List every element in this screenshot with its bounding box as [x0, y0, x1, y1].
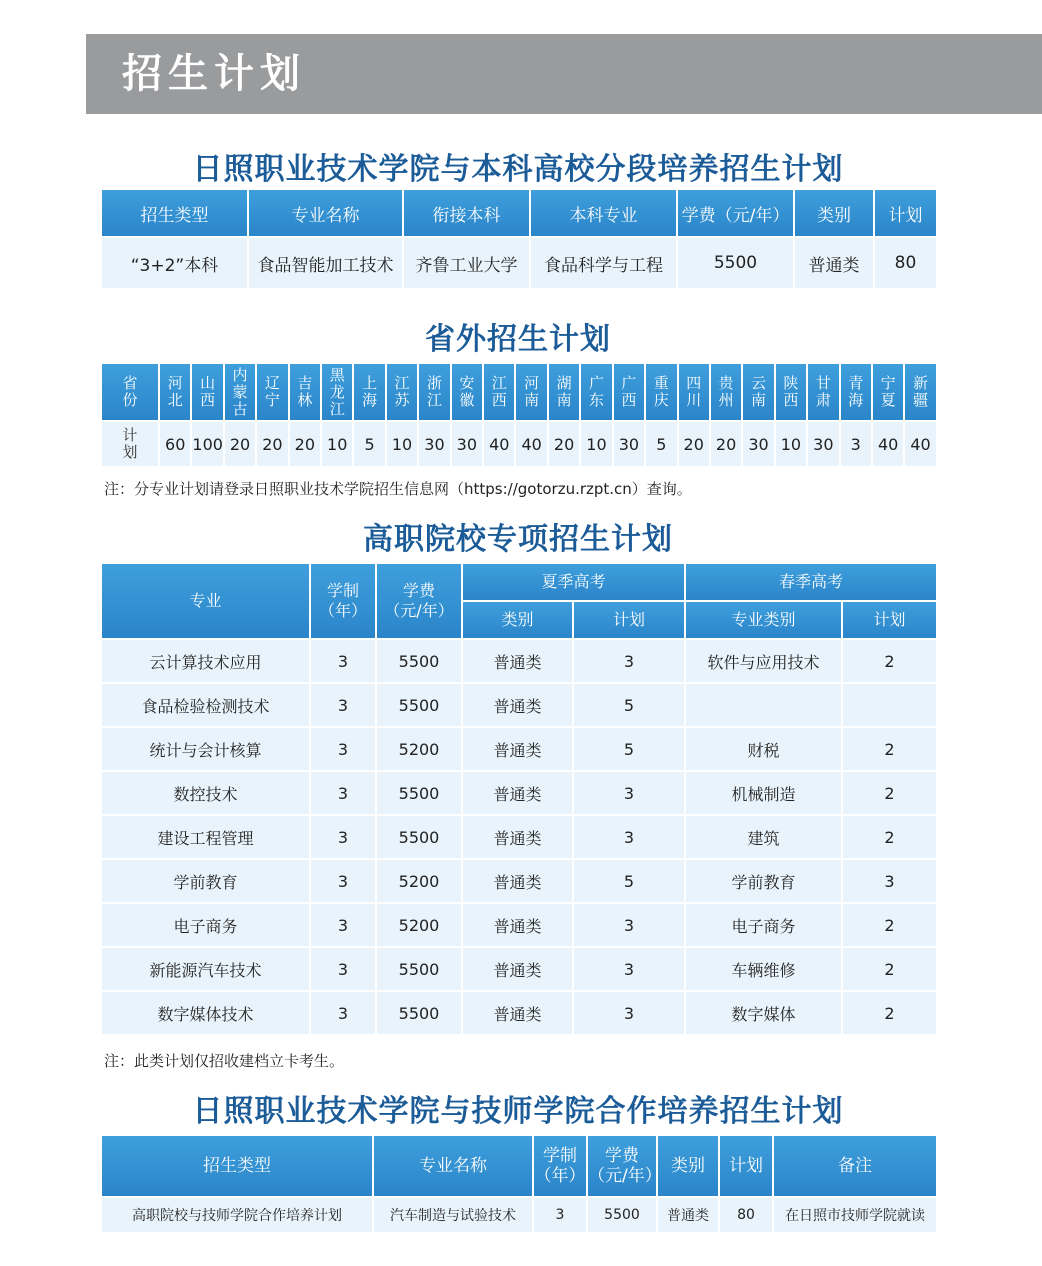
col-header: 招生类型 — [101, 189, 248, 237]
table-cell: 5500 — [376, 991, 462, 1035]
table-cell: 数控技术 — [101, 771, 310, 815]
province-header: 山 西 — [191, 363, 223, 421]
province-header: 河 北 — [159, 363, 191, 421]
table-cell: 3 — [573, 815, 685, 859]
table-cell: 2 — [842, 815, 937, 859]
table-cell: 普通类 — [462, 903, 573, 947]
province-header: 青 海 — [840, 363, 872, 421]
col-header-category: 类别 — [657, 1135, 719, 1197]
table-header-row — [101, 189, 937, 237]
col-header: 学费（元/年） — [677, 189, 794, 237]
table-cell: 普通类 — [657, 1197, 719, 1233]
province-header: 河 南 — [515, 363, 547, 421]
table-cell: 3 — [573, 903, 685, 947]
table-cell: 3 — [310, 859, 376, 903]
table-cell: 5200 — [376, 903, 462, 947]
table-cell: 2 — [842, 903, 937, 947]
table-cell: “3+2”本科 — [101, 237, 248, 289]
section1-title: 日照职业技术学院与本科高校分段培养招生计划 — [192, 152, 844, 187]
province-header-label: 省 份 — [101, 363, 159, 421]
table-row — [101, 727, 937, 771]
out-of-province-plan-table — [100, 362, 938, 468]
table-cell: 食品智能加工技术 — [248, 237, 403, 289]
table-cell: 电子商务 — [685, 903, 842, 947]
col-header-spring-plan: 计划 — [842, 601, 937, 639]
table-cell: 普通类 — [462, 727, 573, 771]
table-cell: 汽车制造与试验技术 — [373, 1197, 533, 1233]
province-header: 陕 西 — [775, 363, 807, 421]
plan-cell: 30 — [418, 421, 450, 467]
col-header-summer: 夏季高考 — [462, 563, 685, 601]
plan-cell: 3 — [840, 421, 872, 467]
table-cell: 2 — [842, 947, 937, 991]
section3-title: 高职院校专项招生计划 — [363, 522, 673, 557]
table-cell: 食品科学与工程 — [530, 237, 677, 289]
plan-cell: 10 — [321, 421, 353, 467]
table-cell: 建设工程管理 — [101, 815, 310, 859]
plan-row-label: 计 划 — [101, 421, 159, 467]
plan-cell: 30 — [807, 421, 839, 467]
table-cell: 3 — [310, 727, 376, 771]
province-header: 安 徽 — [451, 363, 483, 421]
table-cell: 5200 — [376, 727, 462, 771]
province-header: 浙 江 — [418, 363, 450, 421]
table-cell: 车辆维修 — [685, 947, 842, 991]
col-header: 类别 — [794, 189, 874, 237]
table-row — [101, 237, 937, 289]
special-plan-table — [100, 562, 938, 1036]
province-header: 江 苏 — [386, 363, 418, 421]
plan-cell: 10 — [580, 421, 612, 467]
col-header-major: 专业名称 — [373, 1135, 533, 1197]
table-row — [101, 903, 937, 947]
col-header: 本科专业 — [530, 189, 677, 237]
province-header: 云 南 — [742, 363, 774, 421]
table-row — [101, 947, 937, 991]
table-cell: 普通类 — [462, 947, 573, 991]
col-header-summer-plan: 计划 — [573, 601, 685, 639]
table-cell: 3 — [310, 771, 376, 815]
table-cell: 统计与会计核算 — [101, 727, 310, 771]
table-cell: 3 — [310, 639, 376, 683]
table-cell: 建筑 — [685, 815, 842, 859]
table-cell: 3 — [310, 815, 376, 859]
col-header-fee: 学费 （元/年） — [587, 1135, 657, 1197]
col-header-remark: 备注 — [773, 1135, 937, 1197]
table-cell: 2 — [842, 639, 937, 683]
province-header: 吉 林 — [289, 363, 321, 421]
table-row — [101, 815, 937, 859]
province-header: 上 海 — [353, 363, 385, 421]
col-header-major: 专业 — [101, 563, 310, 639]
table-row — [101, 683, 937, 727]
plan-cell: 40 — [515, 421, 547, 467]
table-cell: 机械制造 — [685, 771, 842, 815]
section3-note: 注：此类计划仅招收建档立卡考生。 — [104, 1052, 345, 1070]
plan-cell: 20 — [548, 421, 580, 467]
province-header: 江 西 — [483, 363, 515, 421]
plan-cell: 40 — [904, 421, 936, 467]
table-cell: 学前教育 — [685, 859, 842, 903]
col-header-spring-type: 专业类别 — [685, 601, 842, 639]
province-header: 宁 夏 — [872, 363, 904, 421]
plan-cell: 20 — [224, 421, 256, 467]
table-row — [101, 1197, 937, 1233]
table-cell: 3 — [310, 991, 376, 1035]
table-cell: 2 — [842, 727, 937, 771]
province-header: 湖 南 — [548, 363, 580, 421]
plan-cell: 40 — [483, 421, 515, 467]
plan-row — [101, 421, 937, 467]
table-cell: 3 — [573, 991, 685, 1035]
table-cell: 普通类 — [462, 815, 573, 859]
table-row — [101, 639, 937, 683]
table-cell: 普通类 — [462, 639, 573, 683]
table-cell: 食品检验检测技术 — [101, 683, 310, 727]
table-cell: 5500 — [376, 683, 462, 727]
province-header: 甘 肃 — [807, 363, 839, 421]
province-header: 新 疆 — [904, 363, 936, 421]
province-header: 重 庆 — [645, 363, 677, 421]
table-cell: 5 — [573, 683, 685, 727]
table-cell: 5500 — [677, 237, 794, 289]
banner-title: 招生计划 — [122, 51, 306, 97]
col-header-years: 学制 （年） — [533, 1135, 587, 1197]
plan-cell: 5 — [645, 421, 677, 467]
table-cell: 电子商务 — [101, 903, 310, 947]
province-header: 四 川 — [678, 363, 710, 421]
table-row — [101, 771, 937, 815]
table-cell: 云计算技术应用 — [101, 639, 310, 683]
plan-cell: 30 — [451, 421, 483, 467]
table-cell: 高职院校与技师学院合作培养计划 — [101, 1197, 373, 1233]
province-header: 黑 龙 江 — [321, 363, 353, 421]
table-cell: 普通类 — [462, 683, 573, 727]
plan-cell: 5 — [353, 421, 385, 467]
col-header-fee: 学费 （元/年） — [376, 563, 462, 639]
table-cell: 在日照市技师学院就读 — [773, 1197, 937, 1233]
table-cell: 2 — [842, 771, 937, 815]
table-cell — [842, 683, 937, 727]
table-cell: 3 — [573, 639, 685, 683]
table-cell: 5500 — [587, 1197, 657, 1233]
province-header: 贵 州 — [710, 363, 742, 421]
plan-cell: 30 — [613, 421, 645, 467]
table-cell: 5500 — [376, 771, 462, 815]
table-cell: 软件与应用技术 — [685, 639, 842, 683]
table-cell — [685, 683, 842, 727]
plan-cell: 60 — [159, 421, 191, 467]
plan-cell: 30 — [742, 421, 774, 467]
province-header: 广 东 — [580, 363, 612, 421]
table-cell: 80 — [874, 237, 937, 289]
table-cell: 普通类 — [462, 991, 573, 1035]
col-header-plan: 计划 — [719, 1135, 773, 1197]
plan-cell: 20 — [256, 421, 288, 467]
table-cell: 财税 — [685, 727, 842, 771]
plan-cell: 20 — [289, 421, 321, 467]
table-cell: 新能源汽车技术 — [101, 947, 310, 991]
table-cell: 2 — [842, 991, 937, 1035]
table-cell: 5200 — [376, 859, 462, 903]
province-header: 广 西 — [613, 363, 645, 421]
undergrad-plan-table — [100, 188, 938, 290]
table-header-row — [101, 1135, 937, 1197]
table-cell: 5500 — [376, 947, 462, 991]
col-header-spring: 春季高考 — [685, 563, 937, 601]
province-header: 内 蒙 古 — [224, 363, 256, 421]
table-header-row — [101, 563, 937, 601]
table-cell: 3 — [533, 1197, 587, 1233]
table-cell: 5 — [573, 727, 685, 771]
table-cell: 5500 — [376, 815, 462, 859]
table-cell: 3 — [310, 683, 376, 727]
table-cell: 3 — [310, 947, 376, 991]
table-cell: 普通类 — [462, 859, 573, 903]
province-header: 辽 宁 — [256, 363, 288, 421]
section2-title: 省外招生计划 — [425, 322, 611, 357]
table-cell: 3 — [310, 903, 376, 947]
col-header: 计划 — [874, 189, 937, 237]
table-cell: 5500 — [376, 639, 462, 683]
table-cell: 数字媒体 — [685, 991, 842, 1035]
table-cell: 普通类 — [794, 237, 874, 289]
plan-cell: 20 — [710, 421, 742, 467]
table-cell: 3 — [573, 947, 685, 991]
table-cell: 齐鲁工业大学 — [403, 237, 530, 289]
province-header-row — [101, 363, 937, 421]
plan-cell: 40 — [872, 421, 904, 467]
col-header-type: 招生类型 — [101, 1135, 373, 1197]
table-cell: 普通类 — [462, 771, 573, 815]
section4-title: 日照职业技术学院与技师学院合作培养招生计划 — [192, 1094, 844, 1129]
col-header: 专业名称 — [248, 189, 403, 237]
col-header: 衔接本科 — [403, 189, 530, 237]
technician-plan-table — [100, 1134, 938, 1234]
plan-cell: 100 — [191, 421, 223, 467]
table-cell: 3 — [842, 859, 937, 903]
table-cell: 3 — [573, 771, 685, 815]
table-cell: 数字媒体技术 — [101, 991, 310, 1035]
col-header-summer-type: 类别 — [462, 601, 573, 639]
section2-note: 注：分专业计划请登录日照职业技术学院招生信息网（https://gotorzu.rzpt.cn）查询。 — [104, 480, 692, 498]
table-row — [101, 991, 937, 1035]
table-cell: 80 — [719, 1197, 773, 1233]
table-cell: 学前教育 — [101, 859, 310, 903]
plan-cell: 10 — [775, 421, 807, 467]
plan-cell: 20 — [678, 421, 710, 467]
plan-cell: 10 — [386, 421, 418, 467]
table-cell: 5 — [573, 859, 685, 903]
table-row — [101, 859, 937, 903]
col-header-years: 学制 （年） — [310, 563, 376, 639]
